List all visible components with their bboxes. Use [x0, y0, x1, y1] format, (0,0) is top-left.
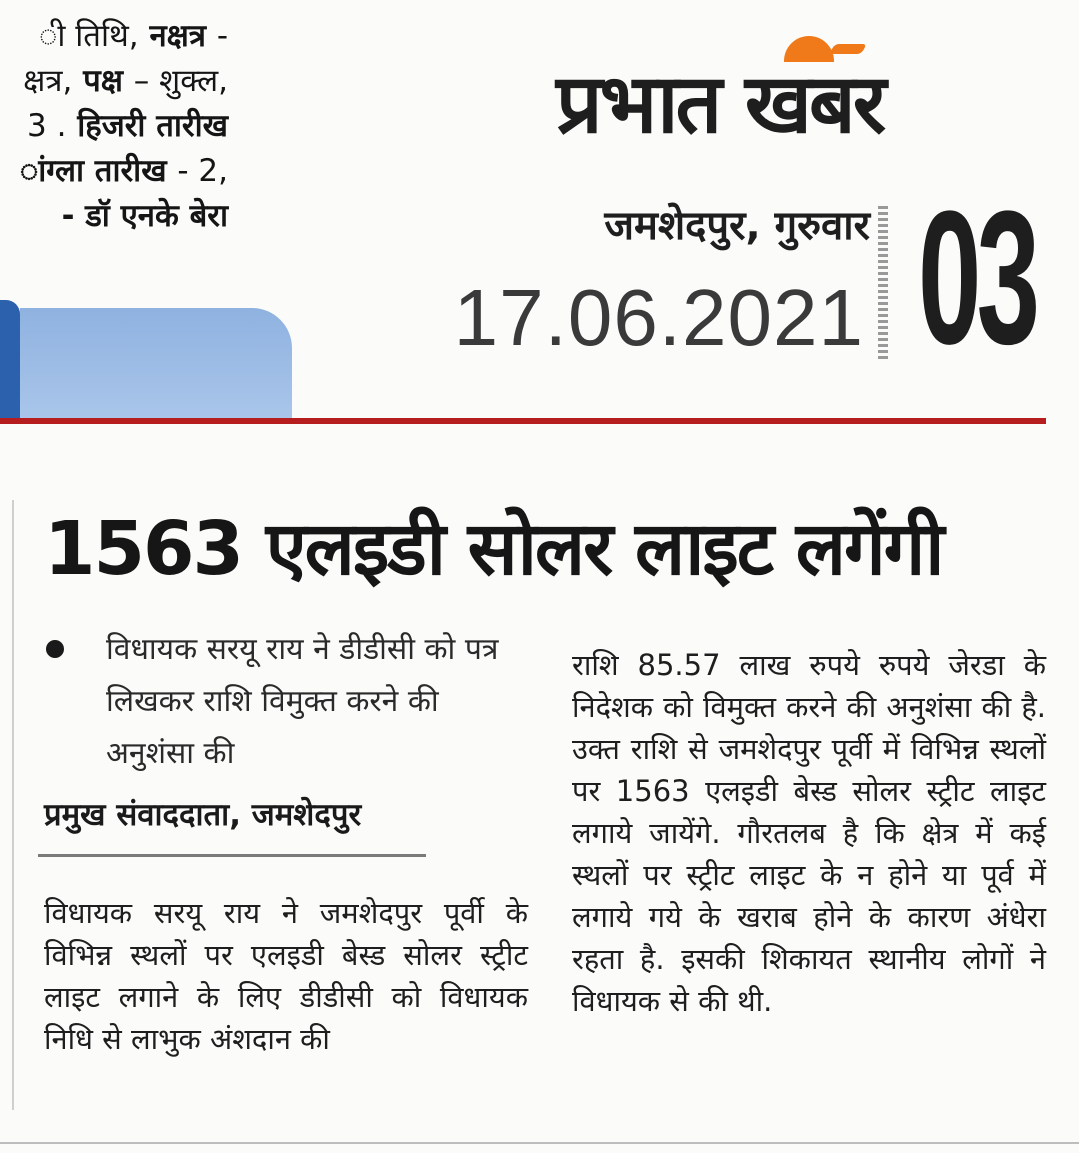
panchang-line-4: ांग्ला तारीख - 2, [19, 153, 228, 189]
header-divider [0, 418, 1046, 424]
article-headline: 1563 एलइडी सोलर लाइट लगेंगी [44, 506, 943, 592]
article-body-left: विधायक सरयू राय ने जमशेदपुर पूर्वी के विभिन्न स्थलों पर एलइडी बेस्ड सोलर स्ट्रीट लाइट लगाने के लिए डीडीसी को विधायक निधि से लाभुक अंशदान की [44, 896, 528, 1056]
article-byline: प्रमुख संवाददाता, जमशेदपुर [44, 797, 362, 833]
logo-wordmark: प्रभात खबर [556, 57, 884, 152]
panchang-line-2: क्षत्र, पक्ष – शुक्ल, [23, 63, 228, 99]
panchang-line-3: 3 . हिजरी तारीख [27, 108, 228, 144]
bullet-icon [46, 640, 64, 658]
masthead-logo [556, 30, 1056, 150]
edition-date: 17.06.2021 [453, 273, 864, 362]
page-bottom-rule [0, 1142, 1079, 1144]
column-gutter-line [12, 500, 14, 1110]
panchang-snippet [0, 14, 228, 239]
decorative-strip-dark [0, 300, 20, 418]
panchang-line-1: ी तिथि, नक्षत्र - [38, 18, 228, 54]
panchang-line-5: - डॉ एनके बेरा [61, 198, 228, 234]
article-highlight: विधायक सरयू राय ने डीडीसी को पत्र लिखकर राशि विमुक्त करने की अनुशंसा की [106, 632, 499, 771]
decorative-strip-light [20, 308, 292, 418]
article-body-right: राशि 85.57 लाख रुपये रुपये जेरडा के निदेशक को विमुक्त करने की अनुशंसा की है. उक्त राशि से जमशेदपुर पूर्वी में विभिन्न स्थलों पर 1563 एलइडी बेस्ड सोलर स्ट्रीट लाइट लगाये जायेंगे. गौरतलब है कि क्षेत्र में कई स्थलों पर स्ट्रीट लाइट के न होने या पूर्व में लगाये गये के खराब होने के कारण अंधेरा रहता है. इसकी शिकायत स्थानीय लोगों ने विधायक से की थी. [572, 648, 1046, 1018]
dotted-separator [878, 206, 888, 360]
byline-divider [38, 854, 426, 857]
page-number: 03 [918, 172, 1036, 384]
edition-city-day: जमशेदपुर, गुरुवार [604, 203, 870, 249]
